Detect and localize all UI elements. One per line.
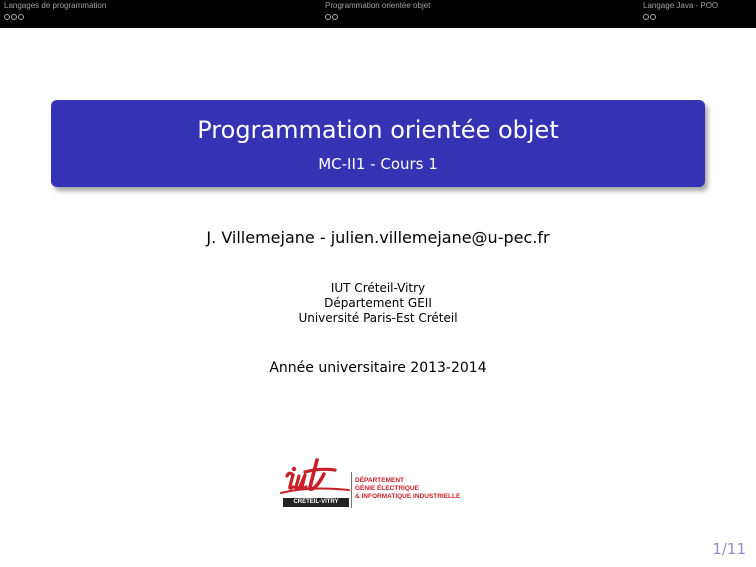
nav-dots [325, 14, 430, 20]
institute-block [0, 281, 756, 326]
nav-section-java[interactable] [643, 1, 718, 20]
title-block [51, 100, 705, 187]
institute-line: IUT Créteil-Vitry [330, 281, 426, 295]
nav-dot[interactable] [332, 14, 338, 20]
logo-department-text [355, 477, 460, 501]
nav-dots [643, 14, 718, 20]
nav-dot[interactable] [643, 14, 649, 20]
page-number: 1/11 [712, 540, 746, 558]
nav-dot[interactable] [11, 14, 17, 20]
logo-line: & INFORMATIQUE INDUSTRIELLE [355, 493, 461, 500]
logo-divider [351, 472, 352, 508]
nav-section-label[interactable]: Programmation orientée objet [325, 1, 431, 10]
logo-place-label: CRÉTEIL-VITRY [283, 498, 349, 507]
nav-section-poo[interactable] [325, 1, 430, 20]
date-line: Année universitaire 2013-2014 [269, 360, 487, 376]
presentation-title: Programmation orientée objet [197, 116, 559, 144]
iut-logo-mark [279, 456, 355, 498]
nav-dot[interactable] [4, 14, 10, 20]
nav-section-label[interactable]: Langages de programmation [4, 1, 107, 10]
author-line: J. Villemejane - julien.villemejane@u-pec.fr [206, 228, 550, 247]
navigation-bar [0, 0, 756, 28]
institute-line: Département GEII [324, 296, 432, 310]
nav-dot[interactable] [650, 14, 656, 20]
nav-dot[interactable] [325, 14, 331, 20]
nav-section-label[interactable]: Langage Java - POO [643, 1, 719, 10]
nav-dots [4, 14, 106, 20]
nav-dot[interactable] [18, 14, 24, 20]
iut-logo [279, 456, 479, 512]
presentation-subtitle: MC-II1 - Cours 1 [318, 155, 438, 173]
logo-line: GÉNIE ÉLECTRIQUE [355, 485, 419, 492]
logo-line: DÉPARTEMENT [355, 477, 404, 484]
nav-section-langages[interactable] [4, 1, 106, 20]
institute-line: Université Paris-Est Créteil [298, 311, 458, 325]
